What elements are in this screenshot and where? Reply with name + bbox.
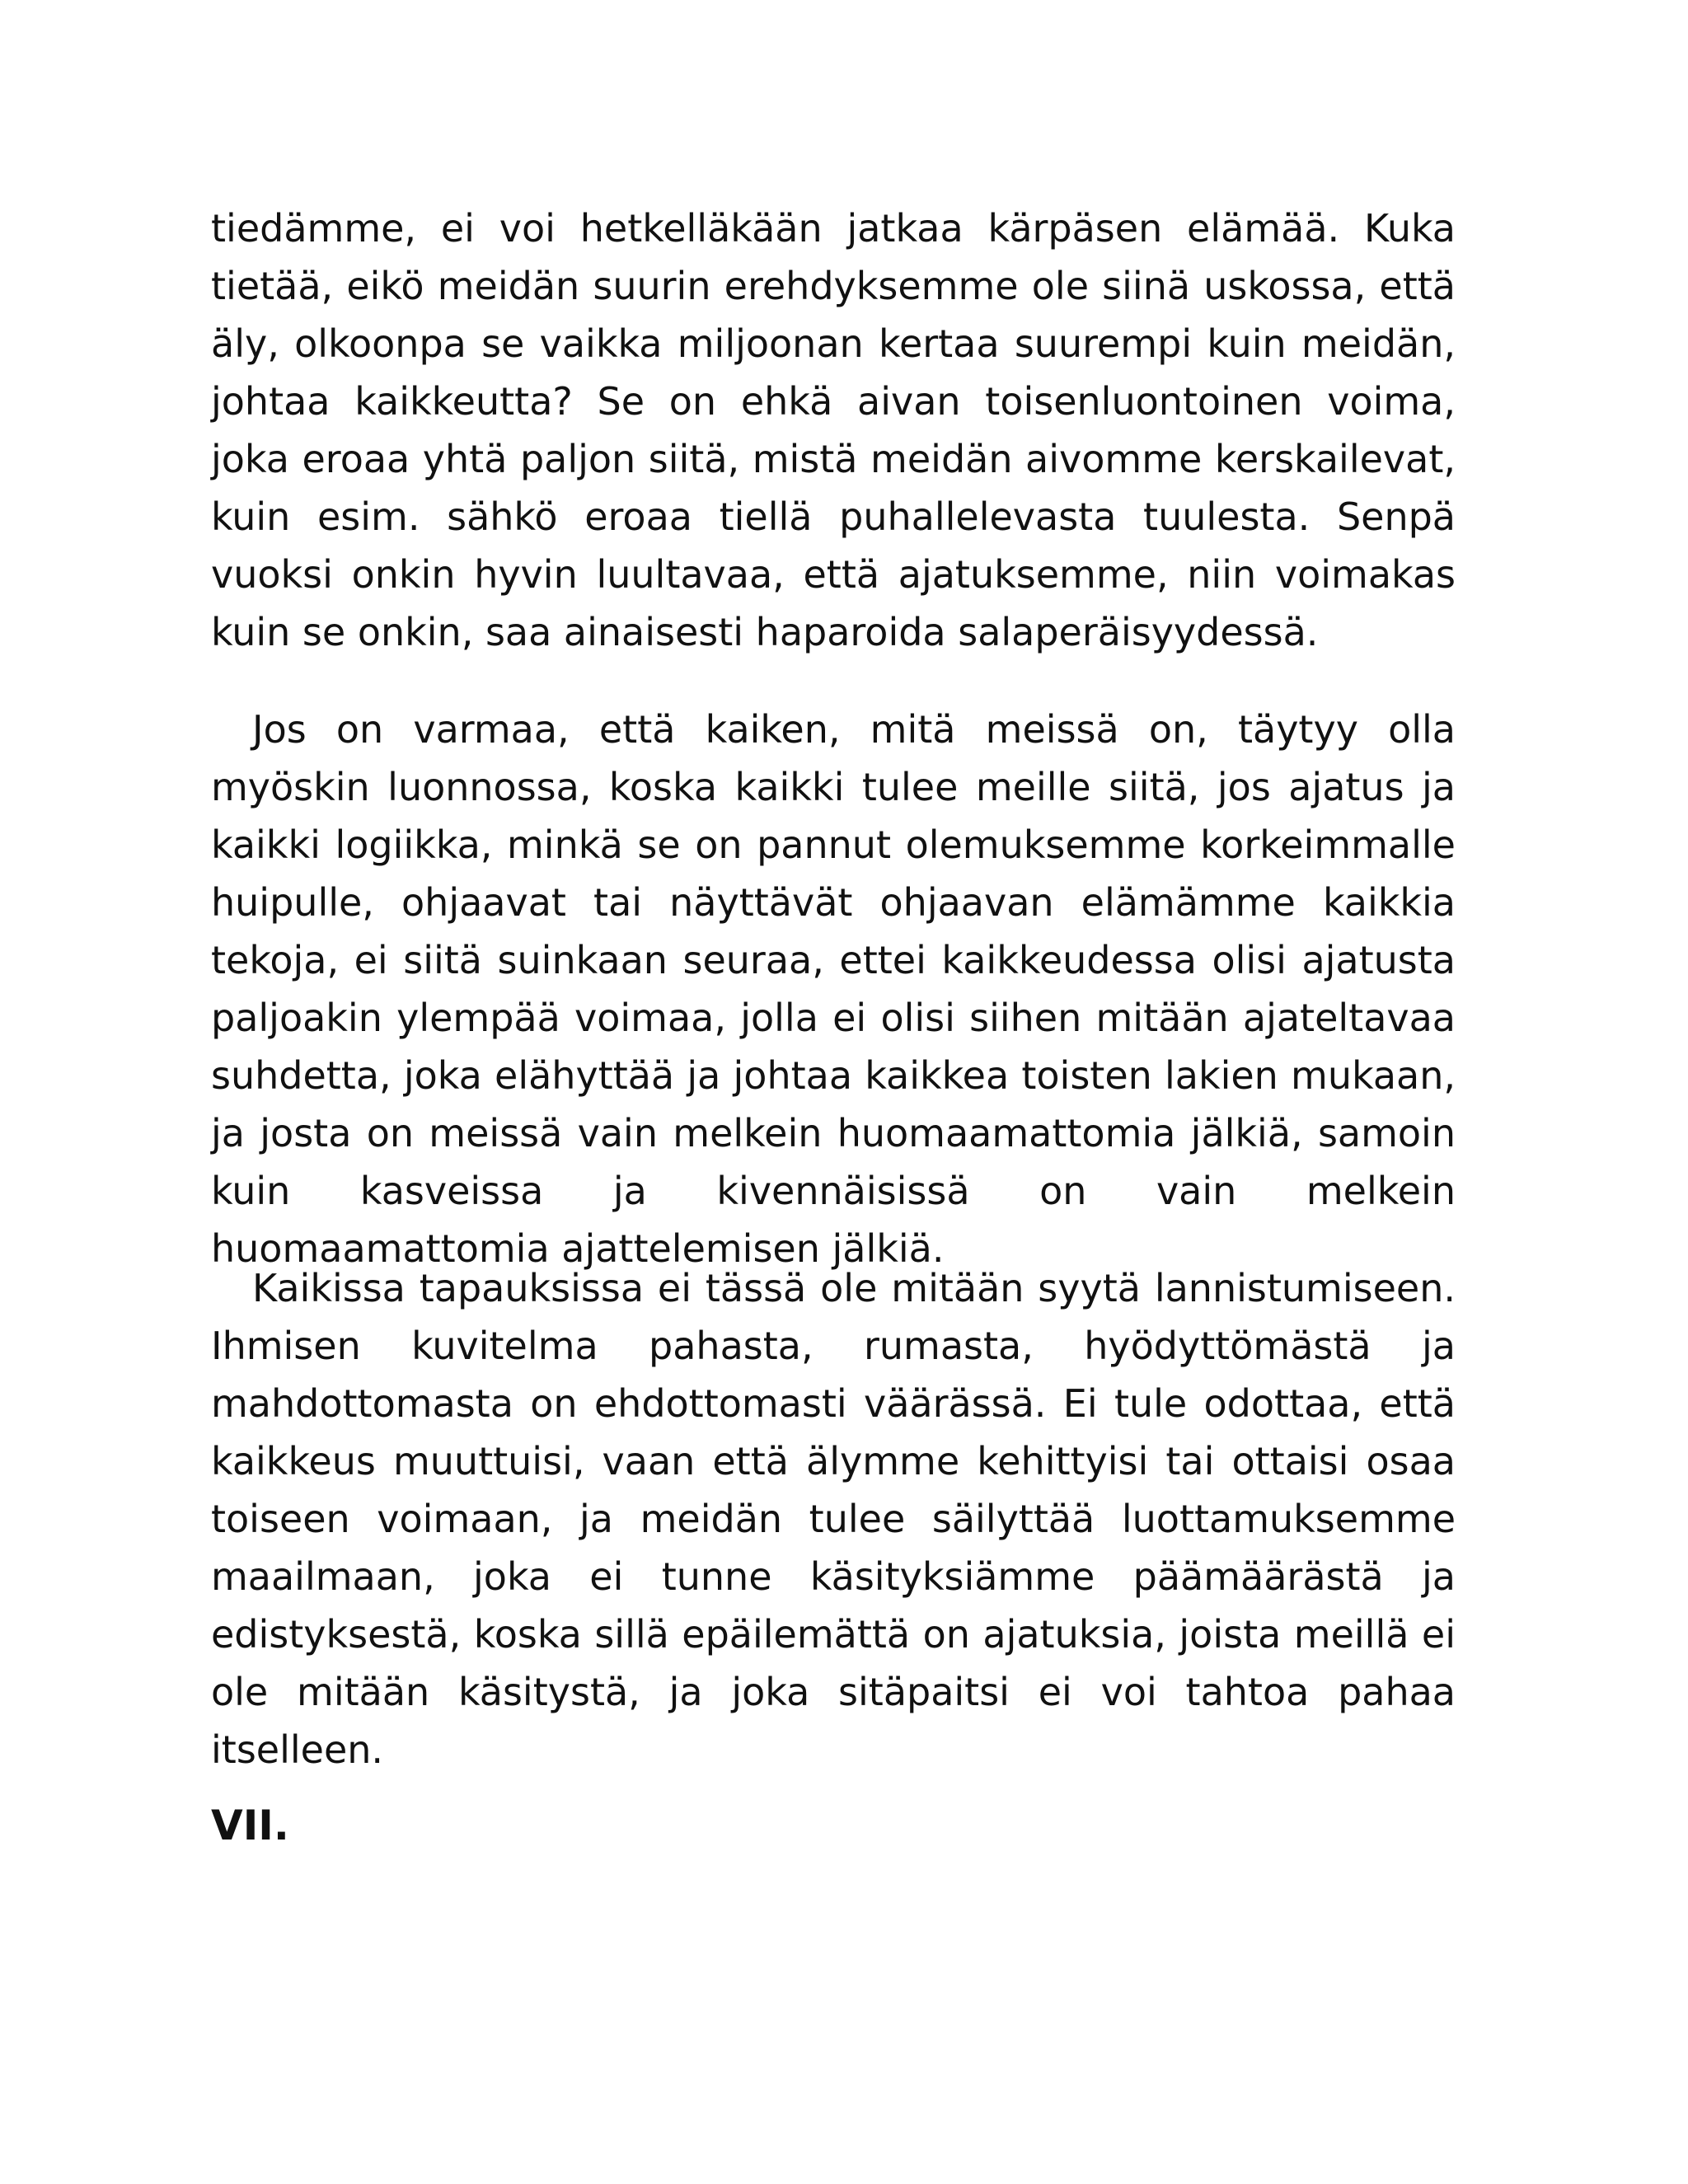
- paragraph-3: Kaikissa tapauksissa ei tässä ole mitään syytä lannistumiseen. Ihmisen kuvitelma pahasta, rumasta, hyödyttömästä ja mahdottomasta on ehdottomasti väärässä. Ei tule odottaa, että kaikkeus muuttuisi, vaan että älymme kehittyisi tai ottaisi osaa toiseen voimaan, ja meidän tulee säilyttää luottamuksemme maailmaan, joka ei tunne käsityksiämme päämäärästä ja edistyksestä, koska sillä epäilemättä on ajatuksia, joista meillä ei ole mitään käsitystä, ja joka sitäpaitsi ei voi tahtoa pahaa itselleen.: [211, 1266, 1456, 1772]
- paragraph-2: Jos on varmaa, että kaiken, mitä meissä on, täytyy olla myöskin luonnossa, koska kaikki tulee meille siitä, jos ajatus ja kaikki logiikka, minkä se on pannut olemuksemme korkeimmalle huipulle, ohjaavat tai näyttävät ohjaavan elämämme kaikkia tekoja, ei siitä suinkaan seuraa, ettei kaikkeudessa olisi ajatusta paljoakin ylempää voimaa, jolla ei olisi siihen mitään ajateltavaa suhdetta, joka elähyttää ja johtaa kaikkea toisten lakien mukaan, ja josta on meissä vain melkein huomaamattomia jälkiä, samoin kuin kasveissa ja kivennäisissä on vain melkein huomaamattomia ajattelemisen jälkiä.: [211, 707, 1456, 1271]
- chapter-heading: VII.: [211, 1802, 289, 1849]
- paragraph-1: tiedämme, ei voi hetkelläkään jatkaa kärpäsen elämää. Kuka tietää, eikö meidän suurin erehdyksemme ole siinä uskossa, että äly, olkoonpa se vaikka miljoonan kertaa suurempi kuin meidän, johtaa kaikkeutta? Se on ehkä aivan toisenluontoinen voima, joka eroaa yhtä paljon siitä, mistä meidän aivomme kerskailevat, kuin esim. sähkö eroaa tiellä puhallelevasta tuulesta. Senpä vuoksi onkin hyvin luultavaa, että ajatuksemme, niin voimakas kuin se onkin, saa ainaisesti haparoida salaperäisyydessä.: [211, 206, 1456, 654]
